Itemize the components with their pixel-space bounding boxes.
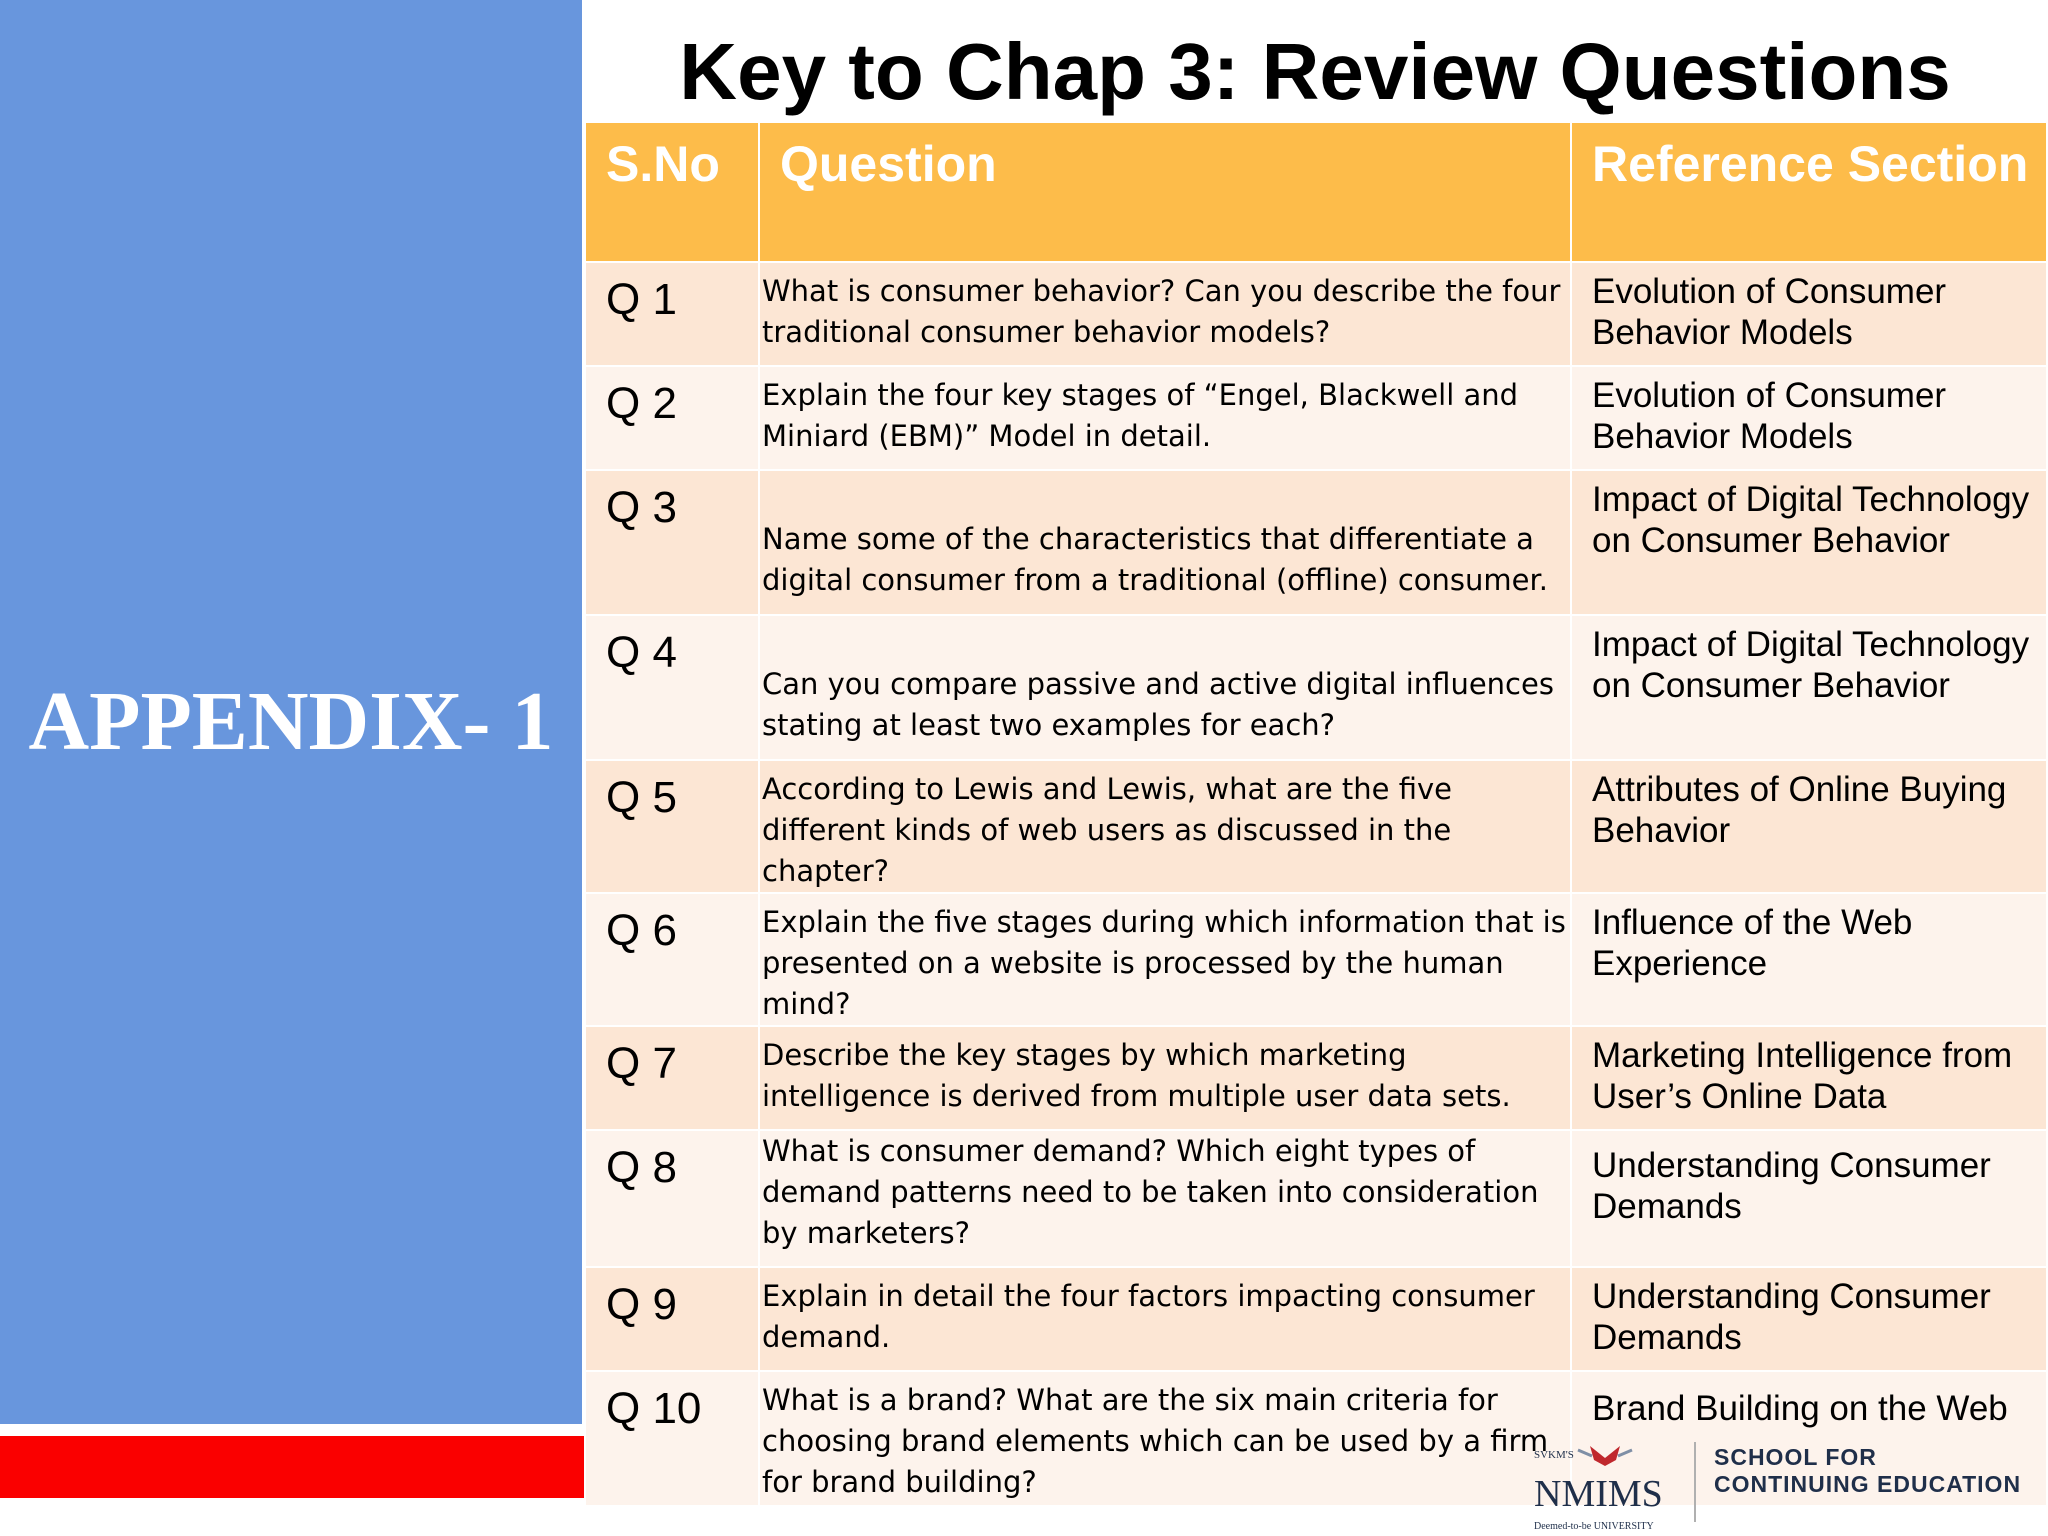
header-reference: Reference Section <box>1571 122 2047 262</box>
header-sno: S.No <box>585 122 759 262</box>
cell-reference: Evolution of Consumer Behavior Models <box>1571 262 2047 366</box>
school-line-1: SCHOOL FOR <box>1714 1444 1877 1470</box>
table-row <box>585 1267 2047 1371</box>
crest-emblem-icon <box>1590 1446 1620 1466</box>
cell-sno: Q 1 <box>585 262 759 366</box>
cell-question: Describe the key stages by which marketing intelligence is derived from multiple user data sets. <box>759 1026 1571 1130</box>
nmims-tagline: Deemed-to-be UNIVERSITY <box>1534 1521 1654 1532</box>
logo-divider <box>1694 1442 1696 1522</box>
cell-sno: Q 5 <box>585 760 759 893</box>
table-row <box>585 615 2047 760</box>
cell-question: Explain the four key stages of “Engel, Blackwell and Miniard (EBM)” Model in detail. <box>759 366 1571 470</box>
cell-reference: Understanding Consumer Demands <box>1571 1267 2047 1371</box>
cell-sno: Q 9 <box>585 1267 759 1371</box>
cell-sno: Q 7 <box>585 1026 759 1130</box>
cell-question: What is consumer behavior? Can you describe the four traditional consumer behavior models? <box>759 262 1571 366</box>
cell-question: According to Lewis and Lewis, what are the five different kinds of web users as discussed in the chapter? <box>759 760 1571 893</box>
cell-question: What is consumer demand? Which eight types of demand patterns need to be taken into consideration by marketers? <box>759 1130 1571 1267</box>
cell-question: Explain the five stages during which information that is presented on a website is processed by the human mind? <box>759 893 1571 1026</box>
nmims-wordmark: NMIMS <box>1534 1473 1663 1515</box>
cell-sno: Q 8 <box>585 1130 759 1267</box>
cell-sno: Q 6 <box>585 893 759 1026</box>
cell-reference: Influence of the Web Experience <box>1571 893 2047 1026</box>
review-questions-table <box>584 121 2048 1507</box>
cell-reference: Marketing Intelligence from User’s Online Data <box>1571 1026 2047 1130</box>
nmims-crest-logo <box>1530 1436 1680 1536</box>
cell-reference: Brand Building on the Web <box>1571 1371 2047 1506</box>
nmims-logo <box>1530 1436 2048 1536</box>
table-row <box>585 893 2047 1026</box>
table-row <box>585 262 2047 366</box>
school-line-2: CONTINUING EDUCATION <box>1714 1471 2022 1497</box>
cell-reference: Impact of Digital Technology on Consumer Behavior <box>1571 470 2047 615</box>
crest-top-text: SVKM'S <box>1534 1449 1574 1461</box>
header-question: Question <box>759 122 1571 262</box>
slide-title: Key to Chap 3: Review Questions <box>679 27 1951 116</box>
table-row <box>585 760 2047 893</box>
cell-sno: Q 2 <box>585 366 759 470</box>
crest-wings-icon <box>1578 1450 1632 1456</box>
appendix-label: APPENDIX- 1 <box>28 675 554 768</box>
school-name <box>1714 1444 2021 1498</box>
cell-reference: Understanding Consumer Demands <box>1571 1130 2047 1267</box>
cell-question: Can you compare passive and active digital influences stating at least two examples for each? <box>759 615 1571 760</box>
cell-reference: Evolution of Consumer Behavior Models <box>1571 366 2047 470</box>
cell-reference: Attributes of Online Buying Behavior <box>1571 760 2047 893</box>
cell-question: What is a brand? What are the six main criteria for choosing brand elements which can be used by a firm for brand building? <box>759 1371 1571 1506</box>
table-row <box>585 1130 2047 1267</box>
table-row <box>585 1026 2047 1130</box>
table-row <box>585 470 2047 615</box>
cell-sno: Q 4 <box>585 615 759 760</box>
cell-question: Name some of the characteristics that differentiate a digital consumer from a traditional (offline) consumer. <box>759 470 1571 615</box>
table-header-row <box>585 122 2047 262</box>
cell-question: Explain in detail the four factors impacting consumer demand. <box>759 1267 1571 1371</box>
cell-sno: Q 3 <box>585 470 759 615</box>
cell-sno: Q 10 <box>585 1371 759 1506</box>
table-row <box>585 366 2047 470</box>
cell-reference: Impact of Digital Technology on Consumer Behavior <box>1571 615 2047 760</box>
